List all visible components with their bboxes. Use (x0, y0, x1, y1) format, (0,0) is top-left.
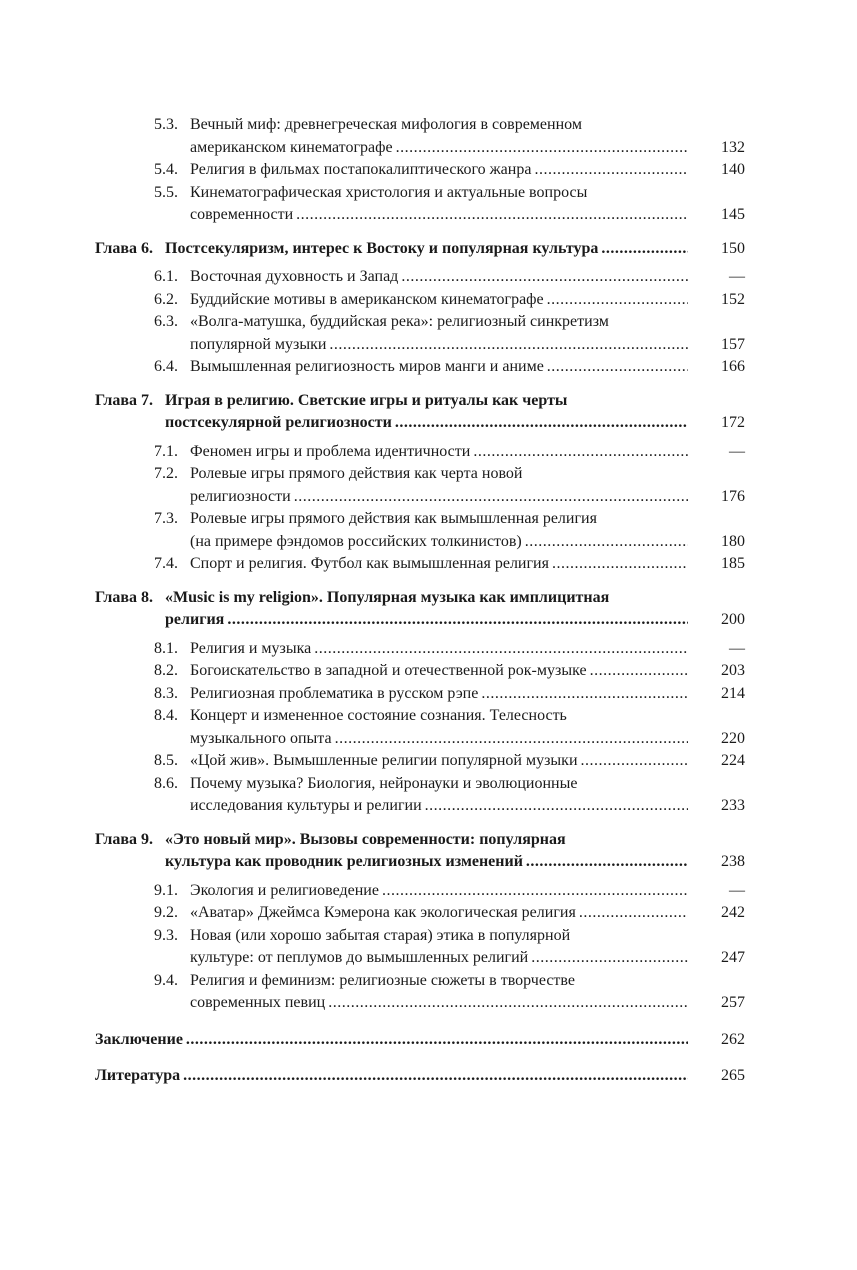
toc-number: 6.2. (154, 290, 178, 308)
toc-page-number: 203 (721, 662, 745, 679)
toc-chapter (0, 238, 857, 261)
dot-leader (328, 992, 688, 1015)
toc-page-number: 247 (721, 949, 745, 966)
toc-page-number: — (729, 442, 745, 460)
toc-page-number: 214 (721, 684, 745, 702)
toc-title-line: «Цой жив». Вымышленные религии популярной музыки (190, 752, 578, 769)
dot-leader (601, 238, 688, 261)
toc-title-line: Постсекуляризм, интерес к Востоку и популярная культура (165, 239, 599, 257)
toc-back-matter (0, 1065, 857, 1088)
toc-section (0, 660, 857, 683)
dot-leader (425, 795, 688, 818)
toc-title-line: Восточная духовность и Запад (190, 268, 399, 285)
toc-section (0, 750, 857, 773)
toc-number: 5.4. (154, 161, 178, 178)
toc-page-number: 233 (721, 797, 745, 814)
toc-page-number: 166 (721, 358, 745, 375)
toc-title-line: современности (190, 206, 294, 223)
toc-page-number: 262 (721, 1030, 745, 1048)
toc-section (0, 553, 857, 576)
toc-number: 9.3. (154, 926, 178, 944)
dot-leader (296, 204, 688, 227)
toc-number: 6.1. (154, 268, 178, 285)
toc-page-number: 238 (721, 853, 745, 870)
toc-title-line: Кинематографическая христология и актуальные вопросы (190, 183, 588, 201)
toc-page-number: 224 (721, 752, 745, 769)
toc-page-number: 220 (721, 729, 745, 747)
toc-section (0, 880, 857, 903)
toc-chapter (0, 390, 857, 435)
toc-number: 8.2. (154, 662, 178, 679)
toc-page-number: 200 (721, 611, 745, 628)
toc-page-number: 257 (721, 994, 745, 1011)
toc-title-line: Ролевые игры прямого действия как черта новой (190, 465, 523, 482)
dot-leader (294, 486, 688, 509)
toc-section (0, 773, 857, 818)
toc-section (0, 508, 857, 553)
toc-number: 8.5. (154, 752, 178, 769)
toc-title-line: религиозности (190, 487, 291, 505)
table-of-contents (0, 114, 857, 1088)
toc-page-number: 145 (721, 206, 745, 223)
dot-leader (531, 947, 688, 970)
toc-section (0, 182, 857, 227)
toc-chapter (0, 829, 857, 874)
dot-leader (579, 902, 688, 925)
toc-number: 8.3. (154, 684, 178, 702)
toc-number: Глава 6. (95, 239, 153, 257)
toc-title-line: Богоискательство в западной и отечественной рок-музыке (190, 662, 587, 679)
toc-title-line: культуре: от пеплумов до вымышленных религий (190, 949, 529, 966)
dot-leader (481, 683, 688, 706)
dot-leader (183, 1065, 688, 1088)
toc-page-number: 157 (721, 335, 745, 353)
toc-title-line: Феномен игры и проблема идентичности (190, 442, 471, 460)
toc-section (0, 683, 857, 706)
toc-number: 8.4. (154, 707, 178, 724)
toc-page-number: 242 (721, 904, 745, 921)
toc-title-line: музыкального опыта (190, 729, 332, 747)
toc-title-line: Заключение (95, 1030, 183, 1048)
toc-section (0, 638, 857, 661)
toc-section (0, 902, 857, 925)
toc-number: 6.4. (154, 358, 178, 375)
toc-title-line: Концерт и измененное состояние сознания. Телесность (190, 707, 567, 724)
dot-leader (335, 728, 688, 751)
dot-leader (227, 609, 688, 632)
dot-leader (552, 553, 688, 576)
dot-leader (401, 266, 688, 289)
toc-title-line: Религиозная проблематика в русском рэпе (190, 684, 479, 702)
toc-page-number: 140 (721, 161, 745, 178)
dot-leader (314, 638, 688, 661)
toc-section (0, 463, 857, 508)
toc-title-line: (на примере фэндомов российских толкинистов) (190, 532, 522, 550)
dot-leader (526, 851, 688, 874)
toc-number: 6.3. (154, 313, 178, 330)
toc-title-line: культура как проводник религиозных изменений (165, 853, 523, 870)
toc-number: 8.6. (154, 774, 178, 792)
toc-title-line: Почему музыка? Биология, нейронауки и эволюционные (190, 774, 578, 792)
toc-title-line: «Волга-матушка, буддийская река»: религиозный синкретизм (190, 313, 609, 330)
toc-page-number: 132 (721, 138, 745, 156)
toc-title-line: Вечный миф: древнегреческая мифология в современном (190, 116, 582, 133)
toc-title-line: Вымышленная религиозность миров манги и аниме (190, 358, 544, 375)
toc-title-line: «Это новый мир». Вызовы современности: популярная (165, 830, 566, 848)
toc-section (0, 356, 857, 379)
dot-leader (534, 159, 688, 182)
toc-title-line: Религия и феминизм: религиозные сюжеты в творчестве (190, 971, 575, 989)
toc-title-line: «Аватар» Джеймса Кэмерона как экологическая религия (190, 904, 576, 921)
dot-leader (186, 1029, 688, 1052)
toc-section (0, 266, 857, 289)
toc-title-line: Литература (95, 1067, 181, 1084)
toc-number: Глава 8. (95, 588, 153, 606)
toc-title-line: Религия и музыка (190, 639, 312, 657)
toc-title-line: Ролевые игры прямого действия как вымышленная религия (190, 510, 597, 527)
toc-number: 9.4. (154, 971, 178, 989)
toc-title-line: Спорт и религия. Футбол как вымышленная религия (190, 555, 549, 572)
toc-title-line: Новая (или хорошо забытая старая) этика в популярной (190, 926, 571, 944)
toc-back-matter (0, 1029, 857, 1052)
toc-number: 5.5. (154, 183, 178, 201)
toc-number: 9.2. (154, 904, 178, 921)
dot-leader (473, 441, 688, 464)
toc-page-number: 150 (721, 239, 745, 257)
toc-title-line: Экология и религиоведение (190, 881, 379, 899)
dot-leader (525, 531, 688, 554)
toc-number: 7.2. (154, 465, 178, 482)
toc-title-line: исследования культуры и религии (190, 797, 422, 814)
toc-section (0, 441, 857, 464)
toc-title-line: «Music is my religion». Популярная музыка как имплицитная (165, 588, 610, 606)
toc-page-number: 152 (721, 290, 745, 308)
dot-leader (581, 750, 688, 773)
toc-title-line: постсекулярной религиозности (165, 414, 392, 431)
toc-number: 7.4. (154, 555, 178, 572)
toc-title-line: Играя в религию. Светские игры и ритуалы как черты (165, 391, 568, 409)
toc-page-number: 265 (721, 1067, 745, 1084)
toc-number: 7.3. (154, 510, 178, 527)
toc-page-number: — (729, 639, 745, 657)
toc-section (0, 311, 857, 356)
toc-section (0, 970, 857, 1015)
toc-page-number: 185 (721, 555, 745, 572)
toc-title-line: популярной музыки (190, 335, 327, 353)
toc-title-line: американском кинематографе (190, 138, 393, 156)
dot-leader (396, 137, 688, 160)
dot-leader (329, 334, 688, 357)
dot-leader (395, 412, 688, 435)
toc-page-number: 180 (721, 532, 745, 550)
toc-page-number: 172 (721, 414, 745, 431)
toc-number: 5.3. (154, 116, 178, 133)
toc-chapter (0, 587, 857, 632)
toc-title-line: современных певиц (190, 994, 326, 1011)
toc-number: Глава 7. (95, 391, 153, 409)
toc-page-number: — (729, 268, 745, 285)
toc-title-line: Религия в фильмах постапокалиптического жанра (190, 161, 532, 178)
toc-section (0, 705, 857, 750)
dot-leader (547, 289, 688, 312)
toc-number: 8.1. (154, 639, 178, 657)
dot-leader (590, 660, 688, 683)
dot-leader (382, 880, 688, 903)
toc-page-number: — (729, 881, 745, 899)
toc-title-line: Буддийские мотивы в американском кинематографе (190, 290, 544, 308)
toc-section (0, 114, 857, 159)
toc-number: Глава 9. (95, 830, 153, 848)
dot-leader (547, 356, 688, 379)
toc-number: 7.1. (154, 442, 178, 460)
toc-title-line: религия (165, 611, 225, 628)
toc-section (0, 159, 857, 182)
toc-page-number: 176 (721, 487, 745, 505)
toc-section (0, 289, 857, 312)
toc-number: 9.1. (154, 881, 178, 899)
toc-section (0, 925, 857, 970)
